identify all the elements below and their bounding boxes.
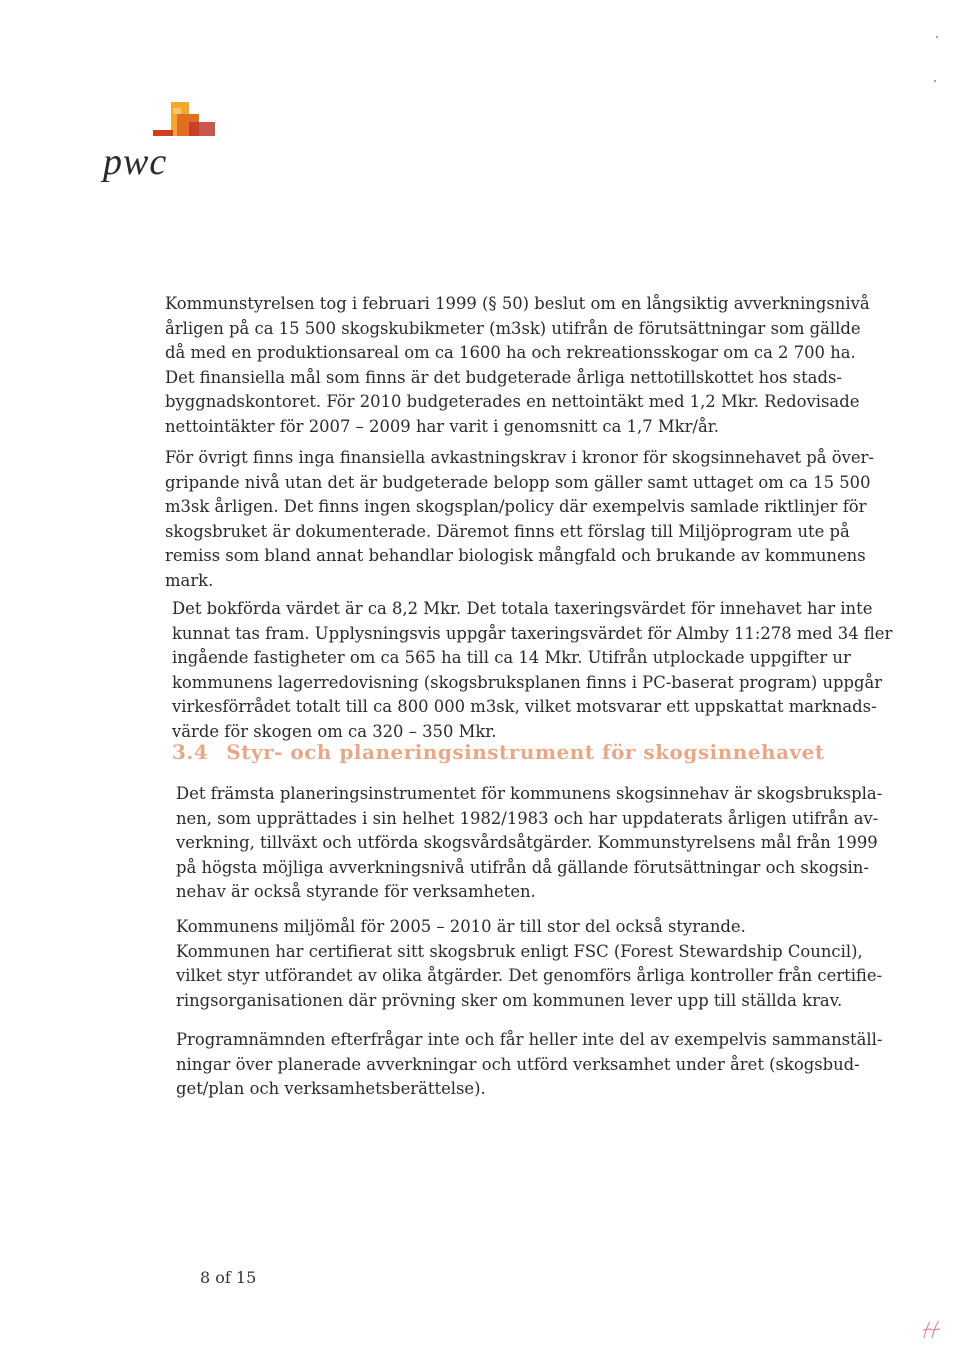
text-line: nen, som upprättades i sin helhet 1982/1983 och har uppdaterats årligen utifrån av- bbox=[176, 808, 879, 828]
text-line: skogsbruket är dokumenterade. Däremot finns ett förslag till Miljöprogram ute på bbox=[165, 521, 850, 541]
text-line: ringsorganisationen där prövning sker om kommunen lever upp till ställda krav. bbox=[176, 990, 843, 1010]
text-line: kommunens lagerredovisning (skogsbruksplanen finns i PC-baserat program) uppgår bbox=[172, 672, 883, 692]
pwc-logo bbox=[103, 100, 223, 183]
text-line: byggnadskontoret. För 2010 budgeterades en nettointäkt med 1,2 Mkr. Redovisade bbox=[165, 392, 860, 411]
text-line: Kommunens miljömål för 2005 – 2010 är till stor del också styrande. bbox=[176, 917, 746, 936]
text-line: För övrigt finns inga finansiella avkastningskrav i kronor för skogsinnehavet på över- bbox=[165, 448, 874, 467]
text-line: remiss som bland annat behandlar biologisk mångfald och brukande av kommunens bbox=[165, 546, 866, 565]
scan-dot bbox=[934, 80, 936, 82]
text-line: virkesförrådet totalt till ca 800 000 m3sk, vilket motsvarar ett uppskattat marknads- bbox=[172, 697, 877, 716]
section-number: 3.4 bbox=[172, 740, 209, 764]
text-line: m3sk årligen. Det finns ingen skogsplan/policy där exempelvis samlade riktlinjer för bbox=[165, 497, 867, 516]
text-line: Kommunen har certifierat sitt skogsbruk enligt FSC (Forest Stewardship Council), bbox=[176, 941, 863, 961]
text-line: verkning, tillväxt och utförda skogsvårdsåtgärder. Kommunstyrelsens mål från 1999 bbox=[176, 833, 878, 852]
text-line: kunnat tas fram. Upplysningsvis uppgår taxeringsvärdet för Almby 11:278 med 34 fler bbox=[172, 623, 893, 643]
paragraph bbox=[165, 446, 905, 593]
text-line: gripande nivå utan det är budgeterade belopp som gäller samt uttaget om ca 15 500 bbox=[165, 472, 871, 492]
scan-dot bbox=[936, 36, 938, 38]
paragraph bbox=[165, 292, 905, 439]
text-line: Kommunstyrelsen tog i februari 1999 (§ 50) beslut om en långsiktig avverkningsnivå bbox=[165, 294, 870, 313]
signature-mark bbox=[920, 1318, 944, 1342]
text-line: värde för skogen om ca 320 – 350 Mkr. bbox=[172, 721, 497, 741]
text-line: ingående fastigheter om ca 565 ha till ca 14 Mkr. Utifrån utplockade uppgifter ur bbox=[172, 648, 851, 667]
text-line: nehav är också styrande för verksamheten. bbox=[176, 882, 536, 901]
text-line: ningar över planerade avverkningar och utförd verksamhet under året (skogsbud- bbox=[176, 1054, 860, 1074]
paragraph bbox=[176, 1028, 906, 1102]
paragraph bbox=[172, 597, 902, 744]
text-line: nettointäkter för 2007 – 2009 har varit i genomsnitt ca 1,7 Mkr/år. bbox=[165, 416, 719, 436]
text-line: årligen på ca 15 500 skogskubikmeter (m3sk) utifrån de förutsättningar som gällde bbox=[165, 318, 861, 338]
paragraph bbox=[176, 915, 906, 1013]
text-line: mark. bbox=[165, 570, 214, 590]
text-line: på högsta möjliga avverkningsnivå utifrån då gällande förutsättningar och skogsin- bbox=[176, 857, 869, 877]
paragraph bbox=[176, 782, 906, 905]
text-line: Det finansiella mål som finns är det budgeterade årliga nettotillskottet hos stads- bbox=[165, 367, 842, 387]
section-title: Styr- och planeringsinstrument för skogsinnehavet bbox=[226, 740, 825, 764]
page-number: 8 of 15 bbox=[200, 1268, 257, 1287]
text-line: vilket styr utförandet av olika åtgärder. Det genomförs årliga kontroller från certifie- bbox=[176, 966, 883, 985]
text-line: Det främsta planeringsinstrumentet för kommunens skogsinnehav är skogsbruksplа- bbox=[176, 784, 883, 803]
text-line: get/plan och verksamhetsberättelse). bbox=[176, 1079, 486, 1098]
text-line: Programnämnden efterfrågar inte och får heller inte del av exempelvis sammanställ- bbox=[176, 1030, 883, 1049]
section-heading bbox=[172, 740, 825, 764]
logo-text: pwc bbox=[103, 141, 168, 183]
text-line: Det bokförda värdet är ca 8,2 Mkr. Det totala taxeringsvärdet för innehavet har inte bbox=[172, 599, 873, 618]
text-line: då med en produktionsareal om ca 1600 ha och rekreationsskogar om ca 2 700 ha. bbox=[165, 343, 856, 362]
